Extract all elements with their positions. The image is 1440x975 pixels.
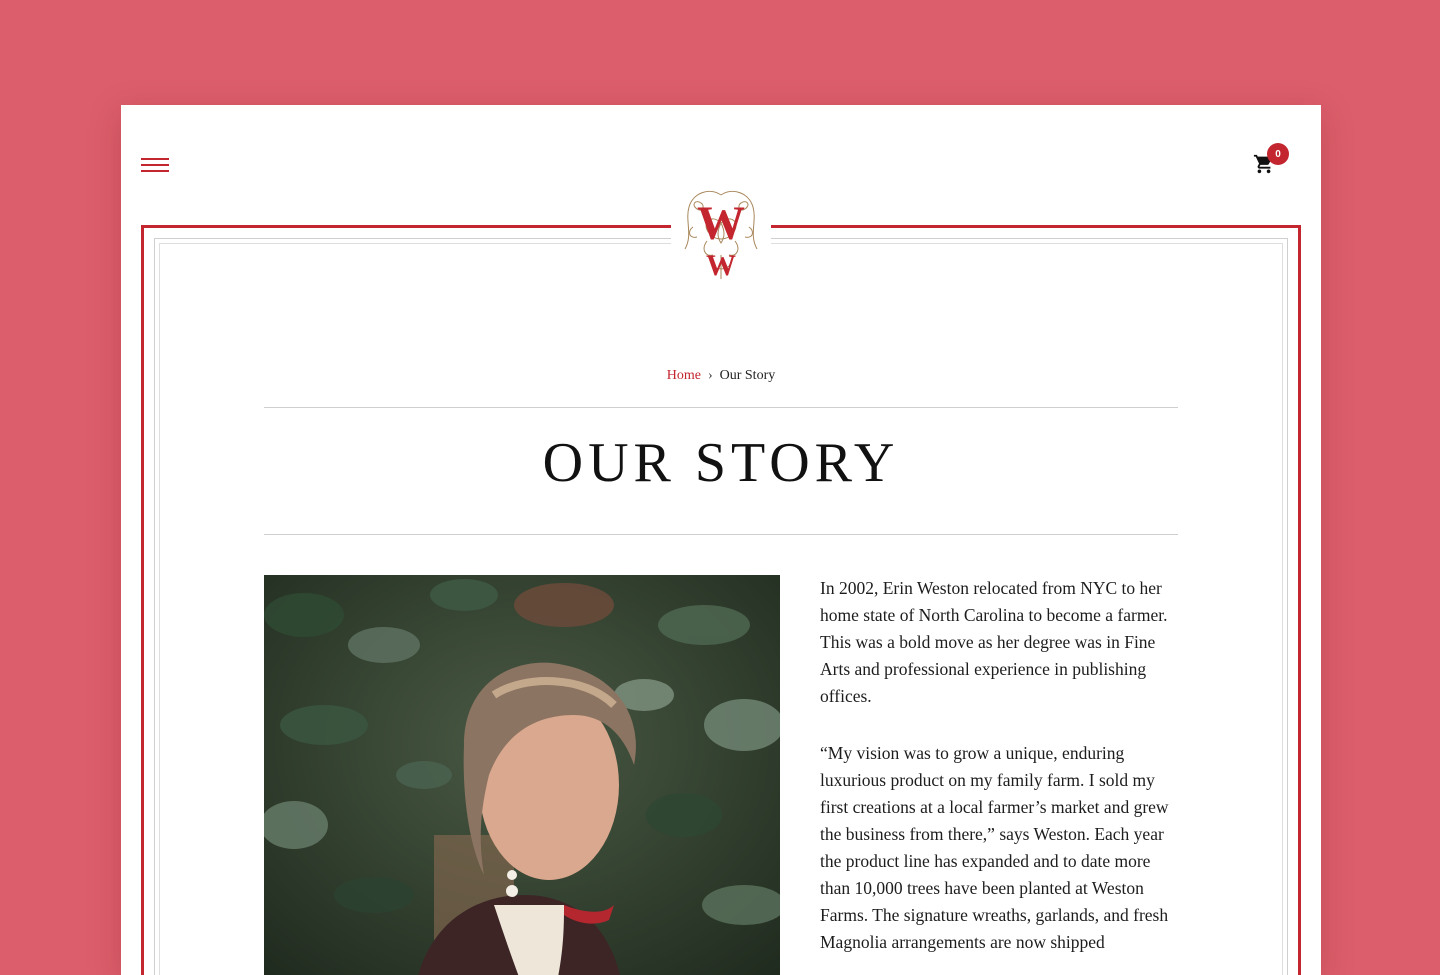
cart-button[interactable] xyxy=(1251,145,1291,177)
founder-portrait-image xyxy=(264,575,780,975)
logo-letter-shadow: W xyxy=(706,249,736,282)
logo-letter: W xyxy=(697,197,745,250)
hamburger-icon-line xyxy=(141,158,169,160)
page-title: OUR STORY xyxy=(542,432,900,494)
breadcrumb-current: Our Story xyxy=(719,368,776,383)
page-card xyxy=(121,105,1321,975)
divider-bottom xyxy=(264,534,1178,535)
hamburger-icon-line xyxy=(141,170,169,172)
breadcrumb-separator: › xyxy=(707,368,713,383)
menu-button[interactable] xyxy=(141,157,169,173)
breadcrumb-home-link[interactable]: Home xyxy=(666,368,701,383)
cart-count-badge: 0 xyxy=(1267,143,1289,165)
divider-top xyxy=(264,407,1178,408)
founder-photo xyxy=(264,575,780,975)
floral-w-monogram-logo xyxy=(671,183,771,283)
hamburger-icon-line xyxy=(141,164,169,166)
brand-logo[interactable] xyxy=(671,183,771,283)
story-paragraph: “My vision was to grow a unique, enduring luxurious product on my family farm. I sold my first creations at a local farmer’s market and grew the business from there,” says Weston. Each year the product line has expanded and to date more than 10,000 trees have been planted at Weston Farms. The signature wreaths, garlands, and fresh Magnolia arrangements are now shipped xyxy=(820,743,1169,952)
breadcrumb xyxy=(121,368,1321,384)
story-paragraph: In 2002, Erin Weston relocated from NYC to her home state of North Carolina to become a farmer. This was a bold move as her degree was in Fine Arts and professional experience in publishing offices. xyxy=(820,578,1168,706)
story-text xyxy=(820,575,1180,975)
